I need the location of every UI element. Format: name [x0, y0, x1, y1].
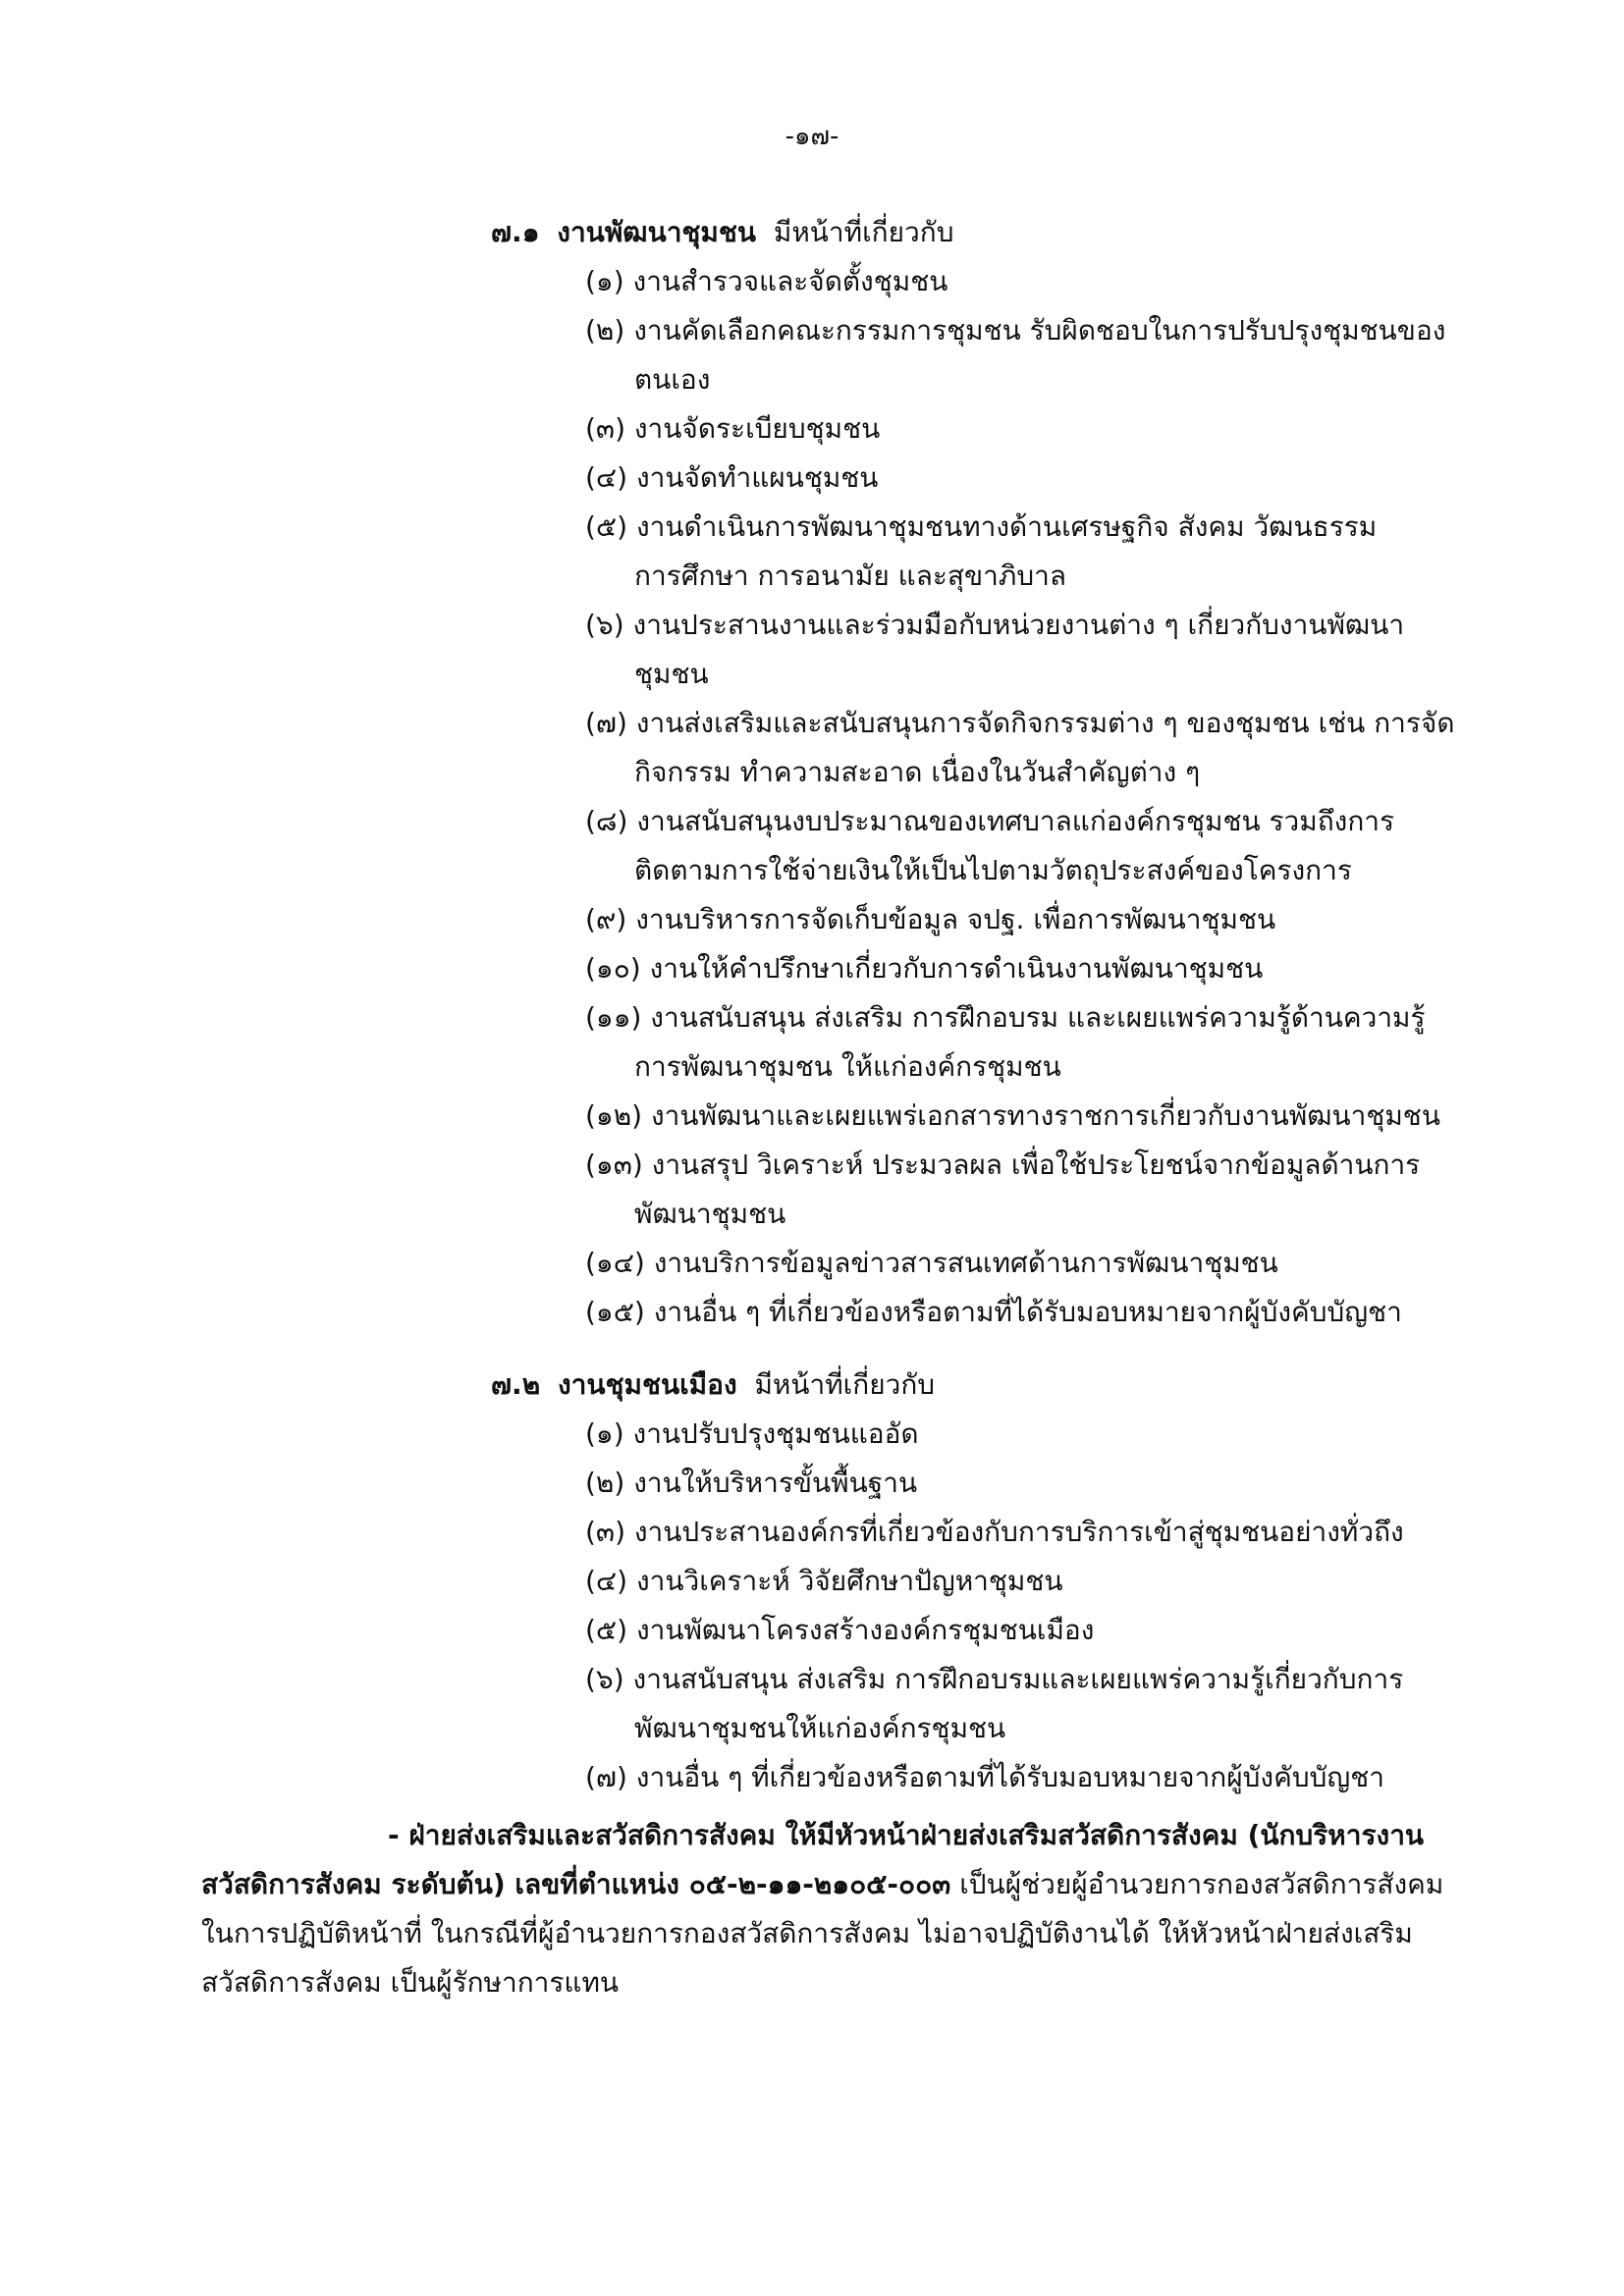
- list-item: [585, 1288, 1473, 1337]
- closing-bold-text: - ฝ่ายส่งเสริมและสวัสดิการสังคม ให้มีหัวหน้าฝ่ายส่งเสริมสวัสดิการสังคม (นักบริหารงาน สวัสดิการสังคม ระดับต้น) เลขที่ตำแหน่ง ๐๕-๒-๑๑-๒๑๐๕-๐๐๓: [201, 1819, 1425, 1900]
- list-item: [585, 1753, 1473, 1802]
- list-item-text: (๖) งานประสานงานและร่วมมือกับหน่วยงานต่าง ๆ เกี่ยวกับงานพัฒนา: [585, 609, 1405, 641]
- list-item-continuation: การพัฒนาชุมชน ให้แก่องค์กรชุมชน: [634, 1050, 1061, 1083]
- list-item-text: (๑๓) งานสรุป วิเคราะห์ ประมวลผล เพื่อใช้ประโยชน์จากข้อมูลด้านการ: [585, 1148, 1421, 1181]
- list-item-continuation: กิจกรรม ทำความสะอาด เนื่องในวันสำคัญต่าง ๆ: [634, 756, 1201, 788]
- list-item-continuation: ตนเอง: [634, 363, 711, 396]
- section-suffix: มีหน้าที่เกี่ยวกับ: [773, 216, 954, 248]
- list-item: [585, 601, 1473, 699]
- list-item: [585, 1239, 1473, 1288]
- list-item: [585, 1508, 1473, 1557]
- list-item: [585, 1410, 1473, 1459]
- list-item-text: (๙) งานบริหารการจัดเก็บข้อมูล จปฐ. เพื่อการพัฒนาชุมชน: [585, 903, 1276, 935]
- list-item-continuation: การศึกษา การอนามัย และสุขาภิบาล: [634, 560, 1066, 592]
- list-item-continuation: พัฒนาชุมชนให้แก่องค์กรชุมชน: [634, 1712, 1006, 1744]
- closing-paragraph: [201, 1811, 1458, 2007]
- list-item-continuation: ติดตามการใช้จ่ายเงินให้เป็นไปตามวัตถุประสงค์ของโครงการ: [634, 854, 1352, 886]
- list-item-text: (๑๐) งานให้คำปรึกษาเกี่ยวกับการดำเนินงานพัฒนาชุมชน: [585, 952, 1264, 985]
- list-item: [585, 895, 1473, 944]
- list-item-text: (๖) งานสนับสนุน ส่งเสริม การฝึกอบรมและเผยแพร่ความรู้เกี่ยวกับการ: [585, 1663, 1404, 1695]
- closing-text: เป็นผู้ช่วยผู้อำนวยการกองสวัสดิการสังคม ในการปฏิบัติหน้าที่ ในกรณีที่ผู้อำนวยการกองสวัสดิการสังคม ไม่อาจปฏิบัติงานได้ ให้หัวหน้าฝ่ายส่งเสริมสวัสดิการสังคม เป็นผู้รักษาการแทน: [201, 1868, 1444, 1999]
- list-item: [585, 1141, 1473, 1239]
- list-item-text: (๑๒) งานพัฒนาและเผยแพร่เอกสารทางราชการเกี่ยวกับงานพัฒนาชุมชน: [585, 1099, 1440, 1132]
- list-item-text: (๔) งานวิเคราะห์ วิจัยศึกษาปัญหาชุมชน: [585, 1565, 1063, 1597]
- list-item: [585, 404, 1473, 454]
- list-item: [585, 1655, 1473, 1753]
- list-item: [585, 306, 1473, 404]
- list-item: [585, 699, 1473, 797]
- list-item-text: (๓) งานจัดระเบียบชุมชน: [585, 412, 881, 445]
- list-item-text: (๕) งานดำเนินการพัฒนาชุมชนทางด้านเศรษฐกิจ สังคม วัฒนธรรม: [585, 510, 1378, 543]
- list-item: [585, 503, 1473, 601]
- list-item-text: (๑๔) งานบริการข้อมูลข่าวสารสนเทศด้านการพัฒนาชุมชน: [585, 1247, 1278, 1279]
- list-item-text: (๒) งานให้บริหารขั้นพื้นฐาน: [585, 1467, 918, 1499]
- list-item: [585, 1092, 1473, 1141]
- list-item-text: (๑) งานปรับปรุงชุมชนแออัด: [585, 1417, 919, 1450]
- list-item: [585, 1606, 1473, 1655]
- section-number: ๗.๒: [491, 1368, 541, 1401]
- list-item-text: (๒) งานคัดเลือกคณะกรรมการชุมชน รับผิดชอบในการปรับปรุงชุมชนของ: [585, 314, 1446, 347]
- list-item-text: (๓) งานประสานองค์กรที่เกี่ยวข้องกับการบริการเข้าสู่ชุมชนอย่างทั่วถึง: [585, 1516, 1404, 1548]
- list-item-text: (๗) งานส่งเสริมและสนับสนุนการจัดกิจกรรมต่าง ๆ ของชุมชน เช่น การจัด: [585, 707, 1455, 739]
- section-heading: [491, 1361, 1473, 1410]
- list-item: [585, 1459, 1473, 1508]
- list-item-text: (๔) งานจัดทำแผนชุมชน: [585, 461, 879, 494]
- page-number: -๑๗-: [785, 122, 839, 151]
- list-item-text: (๑๑) งานสนับสนุน ส่งเสริม การฝึกอบรม และเผยแพร่ความรู้ด้านความรู้: [585, 1001, 1426, 1034]
- list-item: [585, 797, 1473, 895]
- section-title: งานพัฒนาชุมชน: [557, 216, 757, 248]
- list-item-text: (๑) งานสำรวจและจัดตั้งชุมชน: [585, 265, 948, 297]
- section-number: ๗.๑: [491, 216, 540, 248]
- section-urban-community: [491, 1361, 1473, 1802]
- list-item: [585, 454, 1473, 503]
- section-suffix: มีหน้าที่เกี่ยวกับ: [754, 1368, 936, 1401]
- list-item-text: (๘) งานสนับสนุนงบประมาณของเทศบาลแก่องค์กรชุมชน รวมถึงการ: [585, 805, 1395, 837]
- section-heading: [491, 208, 1473, 257]
- duty-list: [491, 1410, 1473, 1802]
- section-community-development: [491, 208, 1473, 1337]
- list-item-text: (๑๕) งานอื่น ๆ ที่เกี่ยวข้องหรือตามที่ได้รับมอบหมายจากผู้บังคับบัญชา: [585, 1296, 1402, 1328]
- section-title: งานชุมชนเมือง: [557, 1368, 737, 1401]
- list-item: [585, 993, 1473, 1092]
- list-item-continuation: พัฒนาชุมชน: [634, 1198, 786, 1230]
- list-item: [585, 944, 1473, 993]
- list-item: [585, 1557, 1473, 1606]
- list-item-text: (๕) งานพัฒนาโครงสร้างองค์กรชุมชนเมือง: [585, 1614, 1095, 1646]
- duty-list: [491, 257, 1473, 1337]
- list-item: [585, 257, 1473, 306]
- list-item-continuation: ชุมชน: [634, 658, 709, 690]
- list-item-text: (๗) งานอื่น ๆ ที่เกี่ยวข้องหรือตามที่ได้รับมอบหมายจากผู้บังคับบัญชา: [585, 1761, 1384, 1793]
